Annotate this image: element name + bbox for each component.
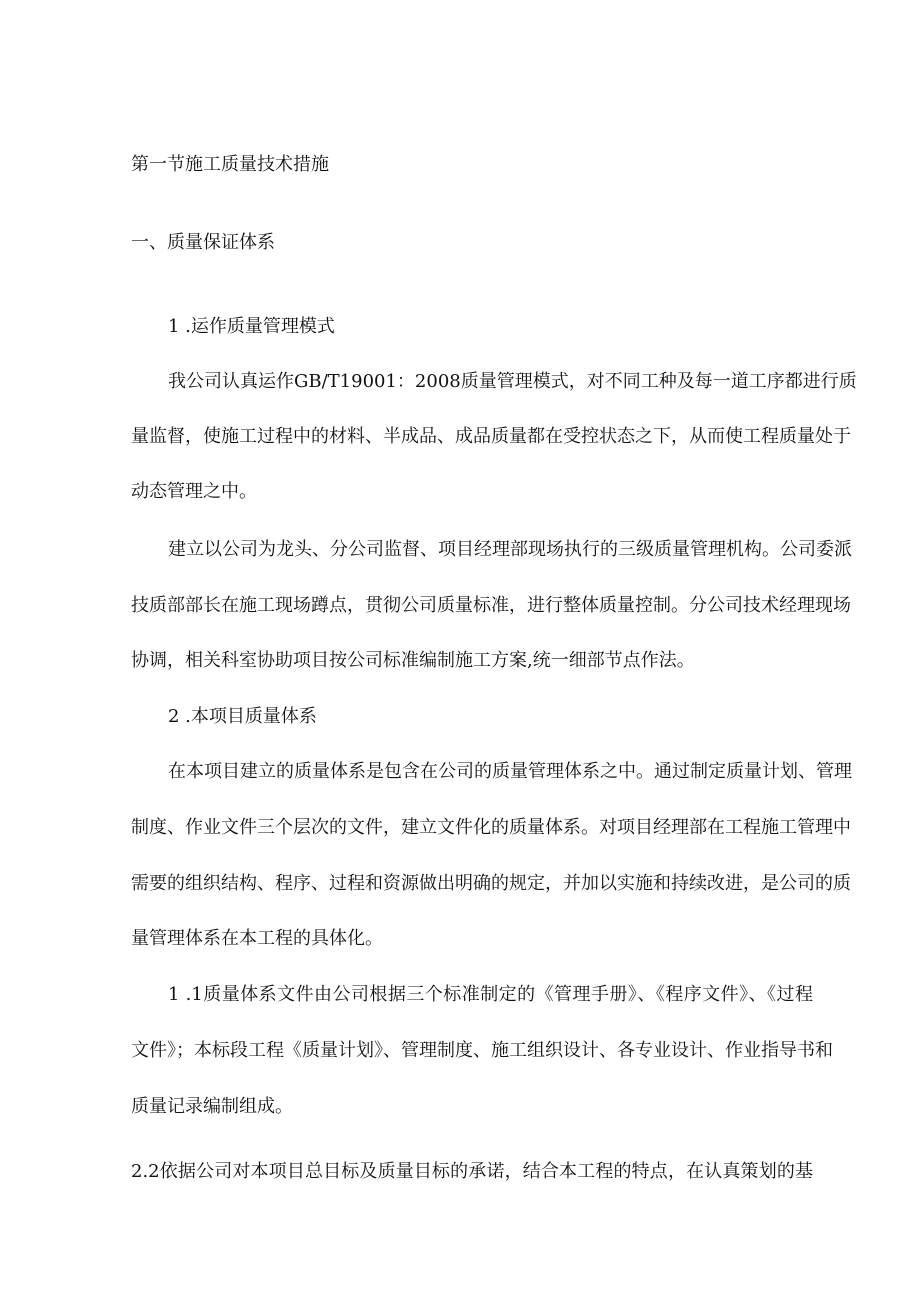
p1-line-2: 量监督，使施工过程中的材料、半成品、成品质量都在受控状态之下，从而使工程质量处于 xyxy=(131,426,851,447)
p5-line-1: 2.2依据公司对本项目总目标及质量目标的承诺，结合本工程的特点，在认真策划的基 xyxy=(131,1161,813,1182)
p1-line-1: 我公司认真运作GB/T19001：2008质量管理模式，对不同工种及每一道工序都进行质 xyxy=(168,371,857,392)
p3-line-1: 在本项目建立的质量体系是包含在公司的质量管理体系之中。通过制定质量计划、管理 xyxy=(168,761,852,782)
p4-line-1: 1 .1质量体系文件由公司根据三个标准制定的《管理手册》、《程序文件》、《过程 xyxy=(168,984,813,1005)
section-title: 第一节施工质量技术措施 xyxy=(131,154,329,175)
p2-line-2: 技质部部长在施工现场蹲点，贯彻公司质量标准，进行整体质量控制。分公司技术经理现场 xyxy=(131,595,851,616)
p3-line-2: 制度、作业文件三个层次的文件，建立文件化的质量体系。对项目经理部在工程施工管理中 xyxy=(131,817,851,838)
p2-line-1: 建立以公司为龙头、分公司监督、项目经理部现场执行的三级质量管理机构。公司委派 xyxy=(168,539,852,560)
p1-line-3: 动态管理之中。 xyxy=(131,481,257,502)
p4-line-2: 文件》；本标段工程《质量计划》、管理制度、施工组织设计、各专业设计、作业指导书和 xyxy=(131,1040,833,1061)
p3-line-4: 量管理体系在本工程的具体化。 xyxy=(131,928,383,949)
subsection-title: 一、质量保证体系 xyxy=(131,232,275,253)
p4-line-3: 质量记录编制组成。 xyxy=(131,1096,293,1117)
p2-line-3: 协调，相关科室协助项目按公司标准编制施工方案,统一细部节点作法。 xyxy=(131,650,695,671)
item1-title: 1 .运作质量管理模式 xyxy=(168,316,335,337)
item2-title: 2 .本项目质量体系 xyxy=(168,706,317,727)
p3-line-3: 需要的组织结构、程序、过程和资源做出明确的规定，并加以实施和持续改进，是公司的质 xyxy=(131,873,851,894)
